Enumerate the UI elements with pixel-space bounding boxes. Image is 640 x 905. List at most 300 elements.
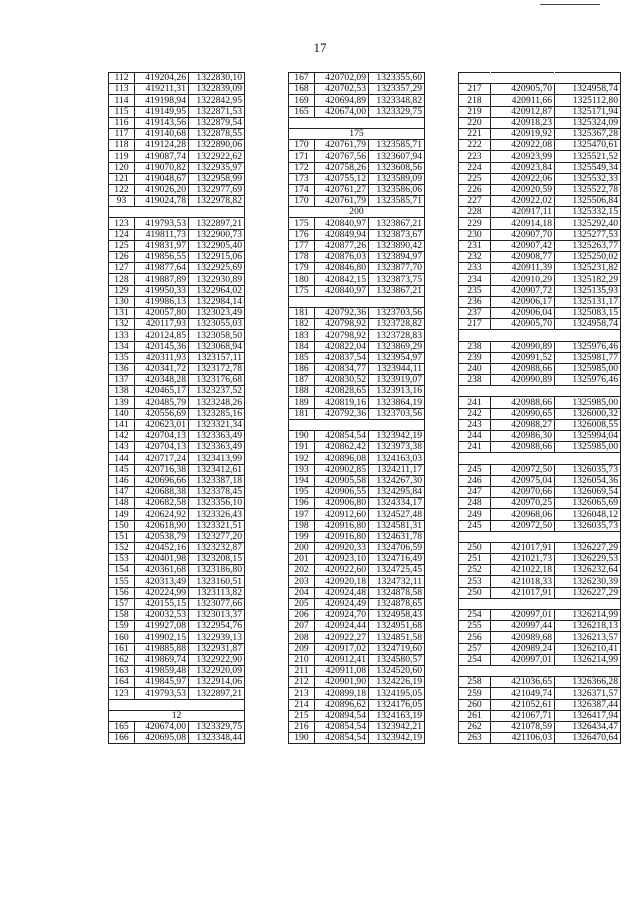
separator-row <box>109 207 245 218</box>
table-row <box>459 173 621 184</box>
point-number: 158 <box>109 610 135 621</box>
x-coordinate: 420361,68 <box>135 565 189 576</box>
table-row <box>459 408 621 419</box>
empty-cell <box>459 330 491 341</box>
table-row <box>459 274 621 285</box>
point-number: 119 <box>109 151 135 162</box>
x-coordinate: 420917,11 <box>491 207 555 218</box>
point-number: 140 <box>109 408 135 419</box>
table-row <box>459 352 621 363</box>
point-number: 129 <box>109 285 135 296</box>
y-coordinate: 1324581,31 <box>369 520 425 531</box>
y-coordinate: 1323919,07 <box>369 375 425 386</box>
point-number: 235 <box>459 285 491 296</box>
table-row <box>109 677 245 688</box>
y-coordinate: 1323363,49 <box>189 442 245 453</box>
coordinate-table-3 <box>458 72 621 744</box>
x-coordinate: 420792,36 <box>315 408 369 419</box>
x-coordinate: 420704,13 <box>135 431 189 442</box>
table-row <box>109 453 245 464</box>
point-number: 128 <box>109 274 135 285</box>
x-coordinate: 420846,80 <box>315 263 369 274</box>
x-coordinate: 420997,01 <box>491 654 555 665</box>
x-coordinate: 419198,94 <box>135 95 189 106</box>
table-row <box>459 218 621 229</box>
y-coordinate: 1324878,65 <box>369 598 425 609</box>
table-row <box>109 475 245 486</box>
table-row <box>459 84 621 95</box>
y-coordinate: 1325976,46 <box>555 341 621 352</box>
point-number: 93 <box>109 196 135 207</box>
point-number: 247 <box>459 486 491 497</box>
table-row <box>289 363 425 374</box>
table-row <box>109 173 245 184</box>
point-number: 150 <box>109 520 135 531</box>
x-coordinate: 419887,89 <box>135 274 189 285</box>
point-number: 112 <box>109 73 135 84</box>
point-number: 220 <box>459 117 491 128</box>
x-coordinate: 420905,70 <box>491 84 555 95</box>
y-coordinate: 1323378,45 <box>189 486 245 497</box>
y-coordinate: 1326229,53 <box>555 554 621 565</box>
x-coordinate: 420452,16 <box>135 542 189 553</box>
empty-cell <box>555 665 621 676</box>
table-row <box>459 162 621 173</box>
y-coordinate: 1323232,87 <box>189 542 245 553</box>
empty-cell <box>459 73 491 84</box>
x-coordinate: 420970,25 <box>491 498 555 509</box>
table-row <box>289 319 425 330</box>
table-row <box>459 610 621 621</box>
table-row <box>109 196 245 207</box>
y-coordinate: 1325332,15 <box>555 207 621 218</box>
table-row <box>289 721 425 732</box>
table-row <box>289 576 425 587</box>
point-number: 118 <box>109 140 135 151</box>
empty-cell <box>555 453 621 464</box>
y-coordinate: 1323321,34 <box>189 419 245 430</box>
point-number: 253 <box>459 576 491 587</box>
table-row <box>289 542 425 553</box>
x-coordinate: 420919,92 <box>491 128 555 139</box>
empty-cell <box>555 531 621 542</box>
y-coordinate: 1323586,06 <box>369 184 425 195</box>
y-coordinate: 1325506,84 <box>555 196 621 207</box>
point-number: 254 <box>459 610 491 621</box>
empty-cell <box>459 665 491 676</box>
y-coordinate: 1326230,39 <box>555 576 621 587</box>
y-coordinate: 1323864,19 <box>369 397 425 408</box>
table-row <box>109 531 245 542</box>
x-coordinate: 420145,36 <box>135 341 189 352</box>
table-row <box>459 140 621 151</box>
x-coordinate: 420920,18 <box>315 576 369 587</box>
point-number: 197 <box>289 509 315 520</box>
x-coordinate: 420918,23 <box>491 117 555 128</box>
table-row <box>459 554 621 565</box>
table-row <box>109 464 245 475</box>
x-coordinate: 421021,73 <box>491 554 555 565</box>
coordinate-table-1 <box>108 72 245 744</box>
x-coordinate: 420830,52 <box>315 375 369 386</box>
y-coordinate: 1323055,03 <box>189 319 245 330</box>
table-row <box>459 431 621 442</box>
point-number: 115 <box>109 106 135 117</box>
x-coordinate: 420991,52 <box>491 352 555 363</box>
table-row <box>289 252 425 263</box>
table-row <box>289 240 425 251</box>
x-coordinate: 420688,38 <box>135 486 189 497</box>
table-row <box>459 733 621 744</box>
x-coordinate: 420922,08 <box>491 140 555 151</box>
y-coordinate: 1323277,20 <box>189 531 245 542</box>
table-row <box>459 721 621 732</box>
point-number: 185 <box>289 352 315 363</box>
table-row <box>459 654 621 665</box>
y-coordinate: 1325994,04 <box>555 431 621 442</box>
empty-cell <box>369 117 425 128</box>
x-coordinate: 420877,26 <box>315 240 369 251</box>
y-coordinate: 1326227,29 <box>555 542 621 553</box>
point-number: 204 <box>289 587 315 598</box>
point-number: 123 <box>109 688 135 699</box>
y-coordinate: 1323585,71 <box>369 196 425 207</box>
point-number: 203 <box>289 576 315 587</box>
x-coordinate: 420975,04 <box>491 475 555 486</box>
table-row <box>109 542 245 553</box>
table-row <box>109 733 245 744</box>
x-coordinate: 421049,74 <box>491 688 555 699</box>
table-row <box>459 128 621 139</box>
point-number: 246 <box>459 475 491 486</box>
table-row <box>459 710 621 721</box>
x-coordinate: 420485,79 <box>135 397 189 408</box>
x-coordinate: 420906,17 <box>491 296 555 307</box>
table-row <box>289 330 425 341</box>
y-coordinate: 1322935,97 <box>189 162 245 173</box>
table-row <box>109 721 245 732</box>
point-number: 236 <box>459 296 491 307</box>
y-coordinate: 1324176,05 <box>369 699 425 710</box>
x-coordinate: 420696,66 <box>135 475 189 486</box>
y-coordinate: 1323412,61 <box>189 464 245 475</box>
separator-row <box>459 330 621 341</box>
x-coordinate: 420849,94 <box>315 229 369 240</box>
point-number: 259 <box>459 688 491 699</box>
x-coordinate: 420837,54 <box>315 352 369 363</box>
x-coordinate: 420905,70 <box>491 319 555 330</box>
y-coordinate: 1322920,09 <box>189 665 245 676</box>
point-number: 226 <box>459 184 491 195</box>
x-coordinate: 420988,66 <box>491 442 555 453</box>
y-coordinate: 1324295,84 <box>369 486 425 497</box>
empty-cell <box>491 598 555 609</box>
table-row <box>459 576 621 587</box>
point-number: 187 <box>289 375 315 386</box>
section-label: 200 <box>289 207 425 218</box>
table-row <box>109 106 245 117</box>
table-row <box>109 431 245 442</box>
y-coordinate: 1323894,97 <box>369 252 425 263</box>
x-coordinate: 420840,97 <box>315 218 369 229</box>
table-row <box>109 184 245 195</box>
table-row <box>109 162 245 173</box>
y-coordinate: 1324706,59 <box>369 542 425 553</box>
table-row <box>289 509 425 520</box>
table-row <box>109 397 245 408</box>
table-row <box>289 453 425 464</box>
y-coordinate: 1324958,74 <box>555 319 621 330</box>
table-row <box>289 386 425 397</box>
table-row <box>109 285 245 296</box>
y-coordinate: 1323589,09 <box>369 173 425 184</box>
point-number: 132 <box>109 319 135 330</box>
x-coordinate: 419950,33 <box>135 285 189 296</box>
y-coordinate: 1324334,17 <box>369 498 425 509</box>
x-coordinate: 419211,31 <box>135 84 189 95</box>
table-row <box>289 73 425 84</box>
y-coordinate: 1326035,73 <box>555 520 621 531</box>
empty-cell <box>369 296 425 307</box>
point-number: 135 <box>109 352 135 363</box>
point-number: 245 <box>459 464 491 475</box>
y-coordinate: 1325182,29 <box>555 274 621 285</box>
point-number: 188 <box>289 386 315 397</box>
point-number: 189 <box>289 397 315 408</box>
point-number: 260 <box>459 699 491 710</box>
point-number: 210 <box>289 654 315 665</box>
y-coordinate: 1323058,50 <box>189 330 245 341</box>
table-row <box>109 565 245 576</box>
point-number: 239 <box>459 352 491 363</box>
table-row <box>109 375 245 386</box>
table-row <box>109 643 245 654</box>
x-coordinate: 419869,74 <box>135 654 189 665</box>
y-coordinate: 1324267,30 <box>369 475 425 486</box>
empty-cell <box>491 73 555 84</box>
table-row <box>109 240 245 251</box>
point-number: 165 <box>289 106 315 117</box>
table-row <box>459 319 621 330</box>
x-coordinate: 420968,06 <box>491 509 555 520</box>
table-row <box>289 184 425 195</box>
y-coordinate: 1322964,02 <box>189 285 245 296</box>
table-row <box>289 554 425 565</box>
point-number: 211 <box>289 665 315 676</box>
point-number: 123 <box>109 218 135 229</box>
y-coordinate: 1326218,13 <box>555 621 621 632</box>
section-label: 175 <box>289 128 425 139</box>
point-number: 175 <box>289 285 315 296</box>
x-coordinate: 419859,48 <box>135 665 189 676</box>
point-number: 134 <box>109 341 135 352</box>
y-coordinate: 1324520,60 <box>369 665 425 676</box>
x-coordinate: 419149,95 <box>135 106 189 117</box>
y-coordinate: 1324958,74 <box>555 84 621 95</box>
point-number: 227 <box>459 196 491 207</box>
x-coordinate: 421017,91 <box>491 542 555 553</box>
x-coordinate: 420912,60 <box>315 509 369 520</box>
point-number: 172 <box>289 162 315 173</box>
y-coordinate: 1325135,93 <box>555 285 621 296</box>
point-number: 217 <box>459 84 491 95</box>
table-row <box>459 95 621 106</box>
table-row <box>289 229 425 240</box>
x-coordinate: 421106,03 <box>491 733 555 744</box>
y-coordinate: 1325112,80 <box>555 95 621 106</box>
point-number: 254 <box>459 654 491 665</box>
empty-cell <box>135 207 189 218</box>
y-coordinate: 1323023,49 <box>189 307 245 318</box>
x-coordinate: 420623,01 <box>135 419 189 430</box>
y-coordinate: 1326210,41 <box>555 643 621 654</box>
x-coordinate: 419986,13 <box>135 296 189 307</box>
y-coordinate: 1326470,64 <box>555 733 621 744</box>
table-row <box>459 307 621 318</box>
y-coordinate: 1326065,69 <box>555 498 621 509</box>
table-row <box>459 252 621 263</box>
point-number: 202 <box>289 565 315 576</box>
y-coordinate: 1324163,19 <box>369 710 425 721</box>
y-coordinate: 1323285,16 <box>189 408 245 419</box>
point-number: 237 <box>459 307 491 318</box>
empty-cell <box>189 699 245 710</box>
point-number: 222 <box>459 140 491 151</box>
y-coordinate: 1322922,90 <box>189 654 245 665</box>
x-coordinate: 419856,55 <box>135 252 189 263</box>
table-row <box>289 84 425 95</box>
point-number: 169 <box>289 95 315 106</box>
y-coordinate: 1323413,99 <box>189 453 245 464</box>
point-number: 194 <box>289 475 315 486</box>
x-coordinate: 420986,30 <box>491 431 555 442</box>
point-number: 198 <box>289 520 315 531</box>
point-number: 230 <box>459 229 491 240</box>
x-coordinate: 420911,39 <box>491 263 555 274</box>
point-number: 262 <box>459 721 491 732</box>
table-row <box>459 375 621 386</box>
x-coordinate: 419877,64 <box>135 263 189 274</box>
x-coordinate: 420224,99 <box>135 587 189 598</box>
coordinate-table <box>458 72 621 744</box>
x-coordinate: 420990,89 <box>491 375 555 386</box>
table-row <box>289 598 425 609</box>
x-coordinate: 420313,49 <box>135 576 189 587</box>
table-row <box>289 621 425 632</box>
point-number: 125 <box>109 240 135 251</box>
point-number: 207 <box>289 621 315 632</box>
x-coordinate: 420923,84 <box>491 162 555 173</box>
point-number: 205 <box>289 598 315 609</box>
table-row <box>459 363 621 374</box>
table-row <box>109 498 245 509</box>
y-coordinate: 1323186,80 <box>189 565 245 576</box>
y-coordinate: 1323329,75 <box>369 106 425 117</box>
x-coordinate: 420674,00 <box>315 106 369 117</box>
table-row <box>459 498 621 509</box>
x-coordinate: 420124,85 <box>135 330 189 341</box>
point-number: 199 <box>289 531 315 542</box>
table-row <box>289 196 425 207</box>
table-row <box>109 307 245 318</box>
y-coordinate: 1323248,26 <box>189 397 245 408</box>
x-coordinate: 420922,02 <box>491 196 555 207</box>
y-coordinate: 1323160,51 <box>189 576 245 587</box>
empty-cell <box>555 330 621 341</box>
table-row <box>459 106 621 117</box>
point-number: 182 <box>289 319 315 330</box>
y-coordinate: 1326035,73 <box>555 464 621 475</box>
table-row <box>109 419 245 430</box>
empty-cell <box>109 207 135 218</box>
y-coordinate: 1326387,44 <box>555 699 621 710</box>
x-coordinate: 420911,08 <box>315 665 369 676</box>
y-coordinate: 1322930,89 <box>189 274 245 285</box>
table-row <box>289 352 425 363</box>
table-row <box>289 688 425 699</box>
y-coordinate: 1324719,60 <box>369 643 425 654</box>
x-coordinate: 420674,00 <box>135 721 189 732</box>
table-row <box>459 520 621 531</box>
point-number: 232 <box>459 252 491 263</box>
table-row <box>109 140 245 151</box>
point-number: 153 <box>109 554 135 565</box>
x-coordinate: 419070,82 <box>135 162 189 173</box>
y-coordinate: 1323867,21 <box>369 218 425 229</box>
point-number: 148 <box>109 498 135 509</box>
y-coordinate: 1322897,21 <box>189 688 245 699</box>
x-coordinate: 421078,59 <box>491 721 555 732</box>
table-row <box>289 643 425 654</box>
y-coordinate: 1324951,68 <box>369 621 425 632</box>
table-row <box>109 84 245 95</box>
empty-cell <box>289 117 315 128</box>
table-row <box>289 285 425 296</box>
point-number: 215 <box>289 710 315 721</box>
y-coordinate: 1326227,29 <box>555 587 621 598</box>
point-number: 139 <box>109 397 135 408</box>
table-row <box>289 632 425 643</box>
x-coordinate: 419831,97 <box>135 240 189 251</box>
x-coordinate: 420155,15 <box>135 598 189 609</box>
y-coordinate: 1324527,48 <box>369 509 425 520</box>
header-rule <box>540 4 600 5</box>
table-row <box>109 554 245 565</box>
table-row <box>289 408 425 419</box>
y-coordinate: 1322978,82 <box>189 196 245 207</box>
x-coordinate: 420828,65 <box>315 386 369 397</box>
y-coordinate: 1324958,43 <box>369 610 425 621</box>
y-coordinate: 1323973,38 <box>369 442 425 453</box>
x-coordinate: 420755,12 <box>315 173 369 184</box>
point-number: 233 <box>459 263 491 274</box>
y-coordinate: 1324725,45 <box>369 565 425 576</box>
x-coordinate: 419026,20 <box>135 184 189 195</box>
x-coordinate: 420923,10 <box>315 554 369 565</box>
point-number: 133 <box>109 330 135 341</box>
y-coordinate: 1322931,87 <box>189 643 245 654</box>
y-coordinate: 1323873,75 <box>369 274 425 285</box>
point-number: 201 <box>289 554 315 565</box>
table-row <box>109 352 245 363</box>
y-coordinate: 1322925,69 <box>189 263 245 274</box>
empty-cell <box>315 296 369 307</box>
point-number: 131 <box>109 307 135 318</box>
x-coordinate: 420876,03 <box>315 252 369 263</box>
x-coordinate: 419124,28 <box>135 140 189 151</box>
table-row <box>109 598 245 609</box>
point-number: 170 <box>289 140 315 151</box>
